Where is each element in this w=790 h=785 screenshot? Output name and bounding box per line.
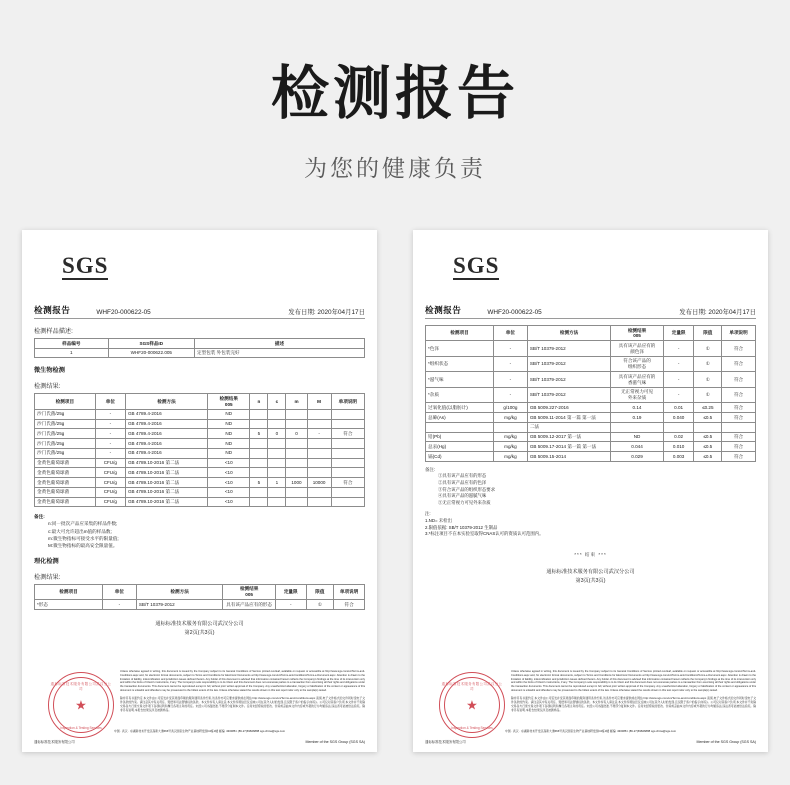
table-cell: 定型包装 外包装完好: [195, 348, 365, 358]
table-cell: ①: [694, 387, 722, 402]
second-result-label: 检测结果:: [34, 573, 61, 581]
table-row: [426, 413, 756, 423]
member-right: Member of the SGS Group (SGS SA): [305, 740, 365, 744]
sgs-logo-row: [453, 254, 756, 288]
table-cell: [307, 439, 331, 449]
column-header: 检测方法: [136, 584, 223, 599]
column-header: 单位: [493, 326, 527, 341]
table-cell: 沙门氏菌/25g: [35, 419, 96, 429]
note-line: n:同一批次产品应采集的样品件数;: [48, 521, 118, 527]
table-cell: 具有该产品应有的形态: [223, 600, 275, 610]
table-cell: CFU/g: [95, 468, 125, 478]
table-cell: 1000: [286, 478, 307, 488]
table-cell: 符合该产品的 组织形态: [611, 356, 663, 371]
table-cell: *滋气味: [426, 372, 494, 387]
table-cell: ≤0.5: [694, 413, 722, 423]
table-cell: 0.010: [663, 442, 694, 452]
table-cell: -: [307, 429, 331, 439]
table-cell: [307, 419, 331, 429]
page-subtitle: 为您的健康负责: [304, 154, 486, 181]
table-cell: 0.02: [663, 432, 694, 442]
table-cell: 总砷(As): [426, 413, 494, 423]
table-cell: [331, 448, 364, 458]
table-cell: ≤0.5: [694, 432, 722, 442]
column-header: c: [268, 394, 286, 409]
results-table: [425, 325, 756, 462]
table-cell: [268, 487, 286, 497]
table-cell: GB 4789.10-2016 第二法: [125, 487, 207, 497]
table-cell: GB 4789.4-2016: [125, 409, 207, 419]
table-cell: 具有该产品应有的 颜色泽: [611, 341, 663, 356]
report-page-2: [22, 230, 377, 752]
table-row: [35, 409, 365, 419]
star-icon: ★: [466, 697, 478, 713]
note-line: ②具有该产品应有的色泽: [438, 479, 487, 485]
column-header: 定量限: [275, 584, 306, 599]
table-cell: [286, 458, 307, 468]
table-row: [35, 419, 365, 429]
column-header: 检测方法: [527, 326, 610, 341]
table-row: [426, 387, 756, 402]
table-row: [35, 478, 365, 488]
table-cell: CFU/g: [95, 497, 125, 507]
table-cell: GB 4789.4-2016: [125, 439, 207, 449]
stamp-top-text: 通标标准技术服务有限公司武汉分公司: [50, 682, 112, 691]
table-cell: GB 4789.4-2016: [125, 419, 207, 429]
table-cell: -: [95, 409, 125, 419]
table-cell: [250, 419, 268, 429]
sgs-logo: SGS: [62, 253, 109, 278]
table-cell: ≤0.5: [694, 452, 722, 462]
footer-area: [425, 668, 756, 746]
table-row: [35, 468, 365, 478]
table-cell: 二法: [527, 422, 610, 432]
sgs-logo-row: [62, 254, 365, 288]
table-cell: ①: [694, 372, 722, 387]
table-cell: <10: [208, 468, 250, 478]
legal-cn: 除非另有书面约定,本文件由公司签发并受其背面印刷的服务通用条件约束,该条件亦可应要求提供或在网站 http://www.sgs.com/en/Terms-and-Conditions.aspx 查阅,电子文件格式的文件同时受电子文件条款的约束。请注意其中有关责任、赔偿和司法管辖权的条款。本文件持有人请注意,本文件所载信息仅反映公司在其介入时的发现,且仅限于客户的指示(如有)。公司仅对其客户负责,本文件并不免除交易各方行使交易文件项下各项权利和履行各项义务的责任。未经公司书面批准,不得部分复制本文件。任何未经授权的更改、伪造或歪曲本文件内容或外观的行为均属违法,违法者可能被依法追究。除非另有说明,本报告结果仅涉及被测样品。: [511, 695, 756, 713]
table-cell: mg/kg: [493, 413, 527, 423]
table-row: [35, 497, 365, 507]
table-cell: [250, 439, 268, 449]
table-row: [426, 356, 756, 371]
table-cell: [331, 458, 364, 468]
table-row: [426, 432, 756, 442]
table-cell: mg/kg: [493, 442, 527, 452]
table-cell: 0: [286, 429, 307, 439]
table-cell: 符合: [331, 478, 364, 488]
column-header: 描述: [195, 339, 365, 349]
note-line: c:最大可允许超出m值的样品数;: [48, 528, 112, 534]
table-cell: [307, 458, 331, 468]
table-row: [35, 439, 365, 449]
column-header: 单项说明: [722, 326, 756, 341]
table-cell: [250, 448, 268, 458]
column-header: m: [286, 394, 307, 409]
legal-en: Unless otherwise agreed in writing, this document is issued by the Company subject to its General Conditions of Service printed overleaf, available on request or accessible at http://www.sgs.com/en/Terms-and-Conditions.aspx and, for electronic format documents, subject to Terms and Conditions for Electronic Documents at http://www.sgs.com/en/Terms-and-Conditions/Terms-e-Document.aspx. Attention is drawn to the limitation of liability, indemnification and jurisdiction issues defined therein. Any holder of this document is advised that information contained hereon reflects the Company's findings at the time of its intervention only and within the limits of Client's instructions, if any. The Company's sole responsibility is to its Client and this document does not exonerate parties to a transaction from exercising all their rights and obligations under the transaction documents. This document cannot be reproduced except in full, without prior written approval of the Company. Any unauthorized alteration, forgery or falsification of the content or appearance of this document is unlawful and offenders may be prosecuted to the fullest extent of the law. Unless otherwise stated the results shown in this test report refer only to the sample(s) tested.: [120, 670, 365, 692]
table-cell: 具有该产品应有的 香滋气味: [611, 372, 663, 387]
table-cell: [694, 422, 722, 432]
table-row: [35, 448, 365, 458]
sample-section-label: 检测样品描述:: [34, 328, 73, 335]
second-section-label: 理化检测: [34, 557, 59, 565]
table-cell: -: [95, 439, 125, 449]
member-left: 通标标准技术服务有限公司: [425, 740, 466, 744]
report-header-line: [425, 304, 756, 319]
table-cell: -: [95, 429, 125, 439]
table-cell: mg/kg: [493, 452, 527, 462]
column-header: SGS样品ID: [108, 339, 194, 349]
micro-notes: [34, 513, 365, 549]
table-cell: ①: [306, 600, 334, 610]
company-footer: [34, 620, 365, 636]
table-cell: [286, 487, 307, 497]
column-header: 单位: [95, 394, 125, 409]
sgs-logo: SGS: [453, 253, 500, 278]
table-cell: 0: [268, 429, 286, 439]
column-header: 检测方法: [125, 394, 207, 409]
table-cell: -: [663, 356, 694, 371]
table-cell: 1: [35, 348, 109, 358]
table-cell: ND: [611, 432, 663, 442]
table-cell: [331, 497, 364, 507]
table-header-row: [35, 584, 365, 599]
table-row: [35, 429, 365, 439]
report-doc-title: 检测报告: [425, 305, 462, 315]
table-cell: [250, 487, 268, 497]
table-cell: 金黄色葡萄球菌: [35, 497, 96, 507]
stamp-bottom-text: Inspection & Testing Services: [451, 726, 493, 730]
table-cell: -: [663, 341, 694, 356]
company-name: 通标标准技术服务有限公司武汉分公司: [546, 568, 635, 575]
table-cell: SB/T 10379-2012: [527, 387, 610, 402]
note-line: ①具有该产品应有的形态: [438, 473, 487, 479]
column-header: M: [307, 394, 331, 409]
table-cell: GB 5009.17-2014 第一篇 第一法: [527, 442, 610, 452]
table-row: [426, 403, 756, 413]
table-cell: [286, 409, 307, 419]
table-cell: *杂质: [426, 387, 494, 402]
table-cell: 沙门氏菌/25g: [35, 439, 96, 449]
table-cell: -: [275, 600, 306, 610]
table-cell: CFU/g: [95, 487, 125, 497]
table-cell: 过氧化值(以脂肪计): [426, 403, 494, 413]
table-cell: [331, 468, 364, 478]
column-header: n: [250, 394, 268, 409]
table-cell: *色泽: [426, 341, 494, 356]
address-line: 中国 · 武汉 · 东湖新技术开发区高新大道666号武汉国家生物产业基地研发园C2栋3楼 邮编: 430088 t (86-27)69826888 sgs.china@sgs.com: [113, 729, 286, 733]
table-cell: 0.19: [611, 413, 663, 423]
report-issue-date: 发布日期: 2020年04月17日: [288, 309, 365, 316]
footer-area: [34, 668, 365, 746]
table-cell: 沙门氏菌/25g: [35, 429, 96, 439]
table-cell: [286, 419, 307, 429]
report-doc-title: 检测报告: [34, 305, 71, 315]
table-cell: CFU/g: [95, 458, 125, 468]
notes-title: 注:: [425, 511, 431, 517]
table-cell: [286, 468, 307, 478]
table-cell: GB 4789.4-2016: [125, 448, 207, 458]
company-name: 通标标准技术服务有限公司武汉分公司: [155, 621, 244, 628]
table-cell: [331, 419, 364, 429]
reports-container: [0, 228, 790, 758]
column-header: 检测结果 005: [611, 326, 663, 341]
table-row: [426, 452, 756, 462]
table-cell: ①: [694, 341, 722, 356]
table-cell: -: [663, 387, 694, 402]
table-cell: 沙门氏菌/25g: [35, 448, 96, 458]
micro-section-label: 微生物检测: [34, 367, 65, 375]
note-line: 2.限值依据: SB/T 10379-2012 生制品: [425, 524, 498, 530]
table-cell: GB 4789.4-2016: [125, 429, 207, 439]
table-cell: [250, 409, 268, 419]
table-cell: [250, 497, 268, 507]
table-cell: 0.14: [611, 403, 663, 413]
table-row: [35, 487, 365, 497]
report-issue-date: 发布日期: 2020年04月17日: [679, 309, 756, 316]
column-header: 检测项目: [426, 326, 494, 341]
table-cell: 符合: [722, 403, 756, 413]
column-header: 单位: [102, 584, 136, 599]
table-cell: 1: [268, 478, 286, 488]
table-cell: [286, 439, 307, 449]
table-cell: 0.01: [663, 403, 694, 413]
notes-title: 备注:: [34, 514, 45, 520]
table-row: [426, 341, 756, 356]
table-cell: 铅(Pb): [426, 432, 494, 442]
table-cell: [268, 409, 286, 419]
table-cell: -: [95, 448, 125, 458]
table-cell: 金黄色葡萄球菌: [35, 478, 96, 488]
table-cell: [331, 487, 364, 497]
address-line: 中国 · 武汉 · 东湖新技术开发区高新大道666号武汉国家生物产业基地研发园C2栋3楼 邮编: 430088 t (86-27)69826888 sgs.china@sgs.com: [504, 729, 677, 733]
micro-result-label: 检测结果:: [34, 383, 61, 391]
table-cell: mg/kg: [493, 432, 527, 442]
legal-text: [120, 670, 365, 712]
page-number: 第2页(共3页): [184, 630, 215, 637]
legal-cn: 除非另有书面约定,本文件由公司签发并受其背面印刷的服务通用条件约束,该条件亦可应要求提供或在网站 http://www.sgs.com/en/Terms-and-Conditions.aspx 查阅,电子文件格式的文件同时受电子文件条款的约束。请注意其中有关责任、赔偿和司法管辖权的条款。本文件持有人请注意,本文件所载信息仅反映公司在其介入时的发现,且仅限于客户的指示(如有)。公司仅对其客户负责,本文件并不免除交易各方行使交易文件项下各项权利和履行各项义务的责任。未经公司书面批准,不得部分复制本文件。任何未经授权的更改、伪造或歪曲本文件内容或外观的行为均属违法,违法者可能被依法追究。除非另有说明,本报告结果仅涉及被测样品。: [120, 695, 365, 713]
table-cell: GB 5009.11-2014 第一篇 第一法: [527, 413, 610, 423]
table-cell: 符合: [722, 442, 756, 452]
table-cell: ND: [208, 409, 250, 419]
note-line: 3.*标注项目不在本实验室取得CNAS认可的资质认可范围内。: [425, 531, 544, 537]
table-cell: SB/T 10379-2012: [136, 600, 223, 610]
member-right: Member of the SGS Group (SGS SA): [696, 740, 756, 744]
table-cell: [250, 458, 268, 468]
table-cell: [611, 422, 663, 432]
table-cell: ND: [208, 439, 250, 449]
stamp-top-text: 通标标准技术服务有限公司武汉分公司: [441, 682, 503, 691]
table-cell: [268, 468, 286, 478]
table-cell: -: [493, 341, 527, 356]
note-line: ③符合该产品的组织形态要求: [438, 486, 496, 492]
table-cell: -: [493, 356, 527, 371]
table-cell: [722, 422, 756, 432]
member-left: 通标标准技术服务有限公司: [34, 740, 75, 744]
table-header-row: [426, 326, 756, 341]
note-line: M:微生物指标的最高安全限量值。: [48, 542, 118, 548]
table-cell: 符合: [722, 341, 756, 356]
report-doc-no: WHF20-000622-05: [96, 309, 151, 316]
table-cell: ND: [208, 448, 250, 458]
table-cell: GB 4789.10-2016 第二法: [125, 458, 207, 468]
table-cell: [268, 439, 286, 449]
table-row: [35, 600, 365, 610]
table-cell: 符合: [722, 387, 756, 402]
table-cell: 0.044: [611, 442, 663, 452]
column-header: 检测项目: [35, 584, 103, 599]
table-cell: WHF20-000622.005: [108, 348, 194, 358]
table-cell: [307, 448, 331, 458]
table-cell: 符合: [334, 600, 365, 610]
table-cell: [268, 497, 286, 507]
table-cell: <10: [208, 458, 250, 468]
table-header-row: [35, 394, 365, 409]
table-cell: -: [663, 372, 694, 387]
remarks-title: 备注:: [425, 466, 436, 472]
table-row: [426, 422, 756, 432]
table-cell: 符合: [331, 429, 364, 439]
table-cell: [286, 448, 307, 458]
table-cell: ND: [208, 419, 250, 429]
table-cell: 沙门氏菌/25g: [35, 409, 96, 419]
table-cell: ND: [208, 429, 250, 439]
page-header: [0, 0, 790, 183]
table-cell: -: [493, 372, 527, 387]
table-header-row: [35, 339, 365, 349]
column-header: 定量限: [663, 326, 694, 341]
note-line: 1.ND= 未检出: [425, 518, 452, 524]
table-cell: [250, 468, 268, 478]
page-title: 检测报告: [270, 61, 519, 126]
table-cell: GB 4789.10-2016 第二法: [125, 497, 207, 507]
table-cell: [663, 422, 694, 432]
column-header: 检测项目: [35, 394, 96, 409]
table-cell: -: [102, 600, 136, 610]
sample-table: [34, 338, 365, 358]
table-cell: 10000: [307, 478, 331, 488]
company-footer: [425, 568, 756, 584]
table-cell: [307, 468, 331, 478]
table-cell: 符合: [722, 356, 756, 371]
star-icon: ★: [75, 697, 87, 713]
table-cell: [426, 422, 494, 432]
table-cell: GB 5009.227-2016: [527, 403, 610, 413]
table-cell: 5: [250, 478, 268, 488]
table-cell: 0.003: [663, 452, 694, 462]
table-cell: [493, 422, 527, 432]
table-cell: <10: [208, 478, 250, 488]
micro-table: [34, 393, 365, 507]
legal-text: [511, 670, 756, 712]
table-cell: <10: [208, 487, 250, 497]
table-cell: [331, 439, 364, 449]
table-cell: 符合: [722, 452, 756, 462]
table-cell: ≤0.5: [694, 442, 722, 452]
remarks-block: [425, 467, 756, 507]
table-cell: *组织状态: [426, 356, 494, 371]
table-cell: g/100g: [493, 403, 527, 413]
table-cell: CFU/g: [95, 478, 125, 488]
table-cell: [268, 458, 286, 468]
column-header: 限值: [306, 584, 334, 599]
table-cell: GB 5009.15-2014: [527, 452, 610, 462]
table-cell: 总汞(Hg): [426, 442, 494, 452]
table-cell: ≤0.25: [694, 403, 722, 413]
table-cell: 镉(Cd): [426, 452, 494, 462]
stamp-bottom-text: Inspection & Testing Services: [60, 726, 102, 730]
physchem-table: [34, 584, 365, 610]
table-cell: SB/T 10379-2012: [527, 356, 610, 371]
report-doc-no: WHF20-000622-05: [487, 309, 542, 316]
table-row: [426, 442, 756, 452]
table-cell: 符合: [722, 413, 756, 423]
table-cell: GB 4789.10-2016 第二法: [125, 478, 207, 488]
table-cell: GB 5009.12-2017 第一法: [527, 432, 610, 442]
table-cell: GB 4789.10-2016 第二法: [125, 468, 207, 478]
page-number: 第3页(共3页): [575, 577, 606, 584]
column-header: 检测结果 005: [208, 394, 250, 409]
table-cell: 金黄色葡萄球菌: [35, 487, 96, 497]
table-row: [426, 372, 756, 387]
table-cell: 无正常视力可见 外来杂质: [611, 387, 663, 402]
column-header: 检测结果 005: [223, 584, 275, 599]
column-header: 单项说明: [334, 584, 365, 599]
table-cell: [268, 448, 286, 458]
end-marker: *** 结束 ***: [574, 551, 607, 557]
table-cell: [307, 409, 331, 419]
note-line: ⑤无正常视力可见外来杂质: [438, 499, 491, 505]
column-header: 样品编号: [35, 339, 109, 349]
table-cell: -: [95, 419, 125, 429]
table-cell: 0.029: [611, 452, 663, 462]
table-cell: [268, 419, 286, 429]
table-cell: 0.040: [663, 413, 694, 423]
table-cell: 金黄色葡萄球菌: [35, 458, 96, 468]
table-cell: 符合: [722, 372, 756, 387]
table-cell: [286, 497, 307, 507]
column-header: 限值: [694, 326, 722, 341]
table-cell: SB/T 10379-2012: [527, 341, 610, 356]
table-cell: -: [493, 387, 527, 402]
note-line: m:微生物指标可接受水平的限量值;: [48, 535, 119, 541]
table-cell: <10: [208, 497, 250, 507]
table-cell: 符合: [722, 432, 756, 442]
table-cell: [307, 497, 331, 507]
table-cell: ①: [694, 356, 722, 371]
report-header-line: [34, 304, 365, 319]
legal-en: Unless otherwise agreed in writing, this document is issued by the Company subject to its General Conditions of Service printed overleaf, available on request or accessible at http://www.sgs.com/en/Terms-and-Conditions.aspx and, for electronic format documents, subject to Terms and Conditions for Electronic Documents at http://www.sgs.com/en/Terms-and-Conditions/Terms-e-Document.aspx. Attention is drawn to the limitation of liability, indemnification and jurisdiction issues defined therein. Any holder of this document is advised that information contained hereon reflects the Company's findings at the time of its intervention only and within the limits of Client's instructions, if any. The Company's sole responsibility is to its Client and this document does not exonerate parties to a transaction from exercising all their rights and obligations under the transaction documents. This document cannot be reproduced except in full, without prior written approval of the Company. Any unauthorized alteration, forgery or falsification of the content or appearance of this document is unlawful and offenders may be prosecuted to the fullest extent of the law. Unless otherwise stated the results shown in this test report refer only to the sample(s) tested.: [511, 670, 756, 692]
table-cell: [331, 409, 364, 419]
table-cell: *形态: [35, 600, 103, 610]
table-cell: SB/T 10379-2012: [527, 372, 610, 387]
table-row: [35, 458, 365, 468]
table-row: [35, 348, 365, 358]
notes-block: [425, 511, 756, 537]
table-cell: [307, 487, 331, 497]
column-header: 单项说明: [331, 394, 364, 409]
report-page-3: [413, 230, 768, 752]
table-cell: 5: [250, 429, 268, 439]
note-line: ④具有该产品的滋腻气味: [438, 493, 487, 499]
table-cell: 金黄色葡萄球菌: [35, 468, 96, 478]
